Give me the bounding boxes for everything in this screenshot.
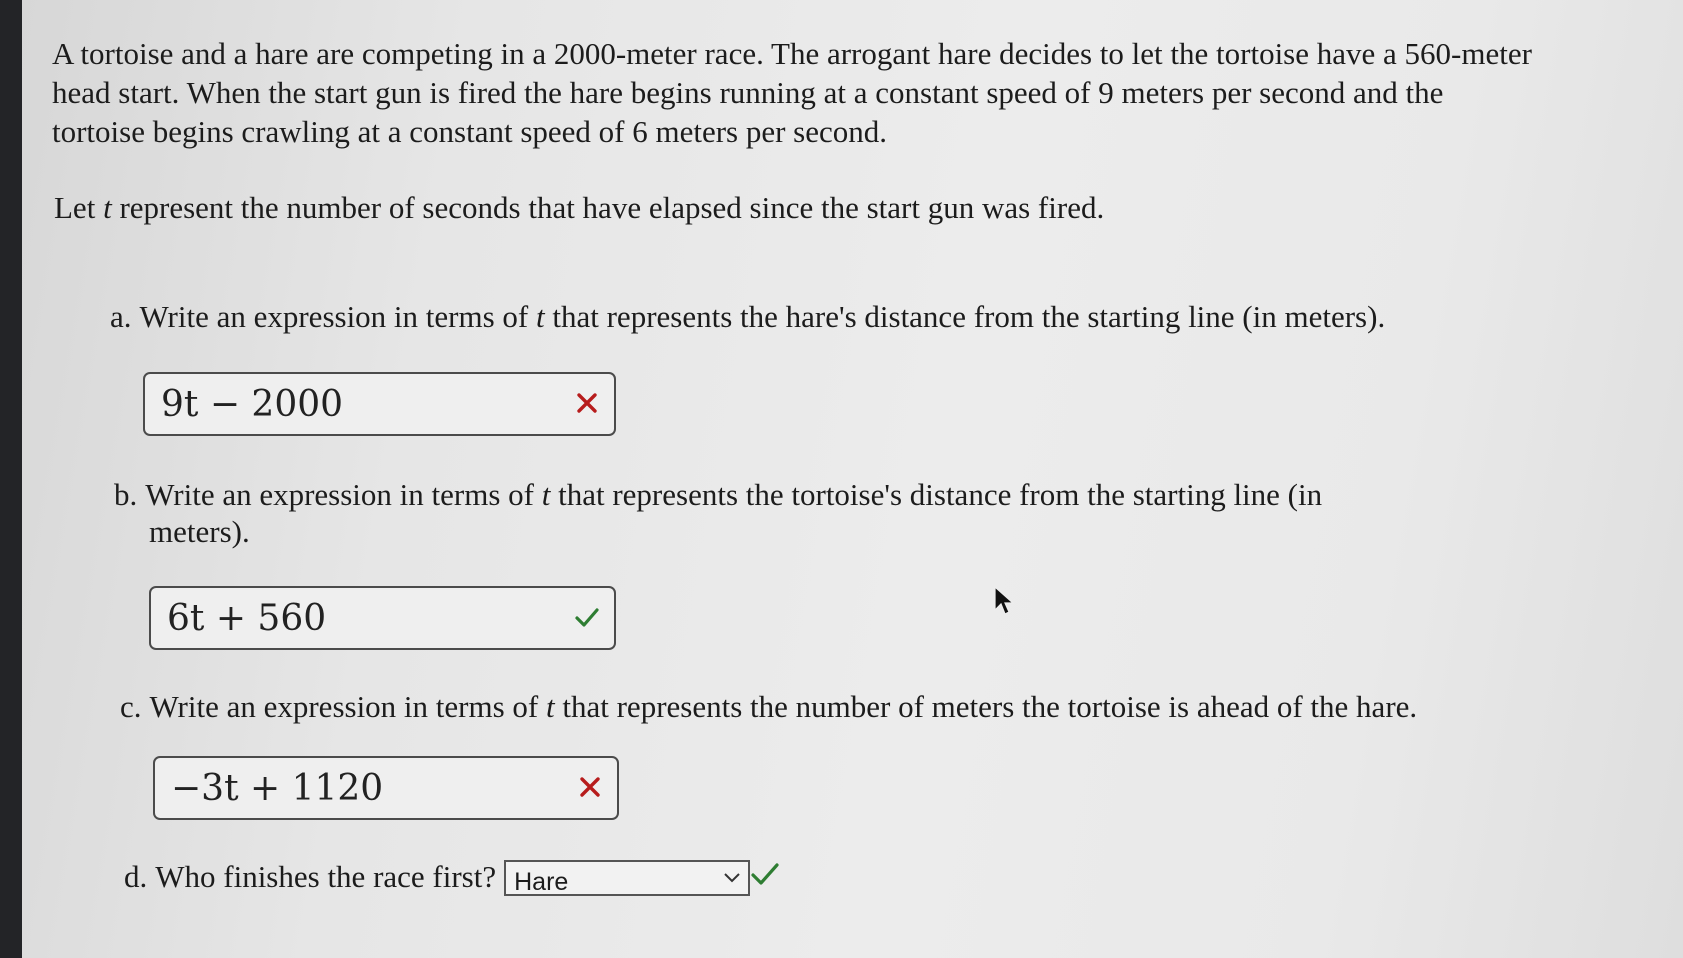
question-label: a.	[110, 299, 132, 334]
finisher-select-value: Hare	[514, 867, 569, 896]
answer-a-value: 9t − 2000	[161, 384, 344, 425]
problem-page	[22, 0, 1683, 958]
question-d: d. Who finishes the race first? Hare	[124, 858, 780, 898]
variable-definition: Let t represent the number of seconds that have elapsed since the start gun was fired.	[54, 190, 1105, 225]
answer-b-value: 6t + 560	[167, 598, 327, 639]
question-c: c. Write an expression in terms of t that represents the number of meters the tortoise is ahead of the hare.	[120, 689, 1418, 724]
chevron-down-icon	[722, 870, 742, 886]
question-label: c.	[120, 689, 142, 724]
question-label: d.	[124, 859, 148, 894]
mouse-cursor-icon	[994, 586, 1014, 618]
check-mark-icon	[574, 604, 600, 630]
answer-c-value: −3t + 1120	[171, 768, 384, 809]
check-mark-icon	[750, 860, 780, 888]
answer-b-input[interactable]	[149, 586, 616, 650]
x-mark-icon	[577, 774, 603, 800]
question-b: b. Write an expression in terms of t that represents the tortoise's distance from the starting line (in meters).	[114, 477, 1323, 549]
question-a: a. Write an expression in terms of t that represents the hare's distance from the starting line (in meters).	[110, 299, 1386, 334]
problem-intro: A tortoise and a hare are competing in a 2000-meter race. The arrogant hare decides to let the tortoise have a 560-meter head start. When the start gun is fired the hare begins running at a constant speed of 9 meters per second and the tortoise begins crawling at a constant speed of 6 meters per second.	[52, 36, 1532, 149]
answer-c-input[interactable]	[153, 756, 619, 820]
question-label: b.	[114, 477, 138, 512]
finisher-select[interactable]	[504, 860, 750, 896]
x-mark-icon	[574, 390, 600, 416]
answer-a-input[interactable]	[143, 372, 616, 436]
